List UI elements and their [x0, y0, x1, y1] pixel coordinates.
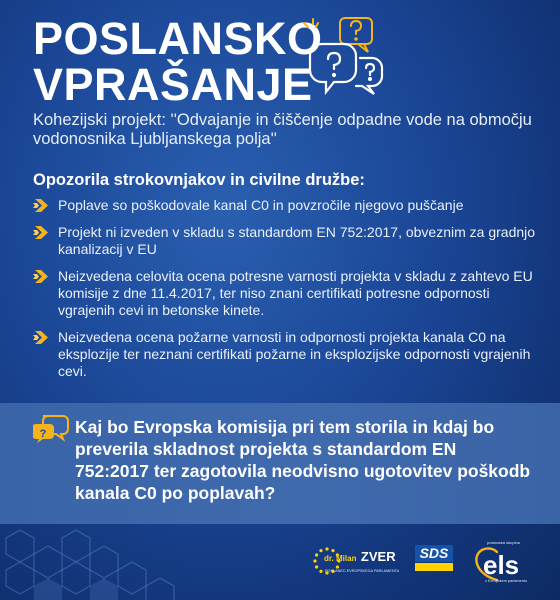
list-item [33, 268, 538, 319]
zver-last-name: ZVER [360, 549, 396, 564]
arrow-bullet-icon [33, 269, 49, 284]
zver-logo [312, 536, 408, 588]
title-line-1: POSLANSKO [33, 13, 323, 64]
els-bottom-text: v Evropskem parlamentu [485, 579, 527, 583]
els-wordmark: els [483, 550, 520, 580]
project-subtitle: Kohezijski projekt: ''Odvajanje in čiščenje odpadne vode na območju vodonosnika Ljubljanskega polja'' [33, 111, 532, 148]
question-text: Kaj bo Evropska komisija pri tem storila in kdaj bo preverila skladnost projekta s standardom EN 752:2017 ter zagotovila neodvisno ugotovitev poškodb kanala C0 po poplavah? [75, 417, 531, 503]
els-top-text: poslanska skupina [487, 540, 520, 545]
arrow-bullet-icon [33, 225, 49, 240]
list-item [33, 224, 538, 258]
list-item-text: Neizvedena ocena požarne varnosti in odpornosti projekta kanala C0 na eksplozije ter neznani certifikati požarne in eksplozijske odpornosti vgrajenih cevi. [58, 329, 531, 379]
list-item-text: Projekt ni izveden v skladu s standardom EN 752:2017, obveznim za gradnjo kanalizacij v EU [58, 224, 536, 257]
list-item [33, 197, 538, 214]
list-item-text: Poplave so poškodovale kanal C0 in povzročile njegovo puščanje [58, 197, 464, 213]
els-logo [465, 536, 550, 590]
hexagon-pattern [0, 520, 300, 600]
zver-first-name: dr. Milan [324, 554, 357, 563]
title-line-2: VPRAŠANJE [33, 59, 313, 110]
sds-logo [415, 545, 453, 573]
list-item-text: Neizvedena celovita ocena potresne varnosti projekta v skladu z zahtevo EU komisije z dne 11.4.2017, ter niso znani certifikati potresne odpornosti vgrajenih cevi in betonske kinete. [58, 268, 533, 318]
zver-subtitle: POSLANEC EVROPSKEGA PARLAMENTA [325, 569, 400, 573]
question-chat-icon [33, 414, 69, 444]
list-item [33, 329, 538, 380]
arrow-bullet-icon [33, 198, 49, 213]
sds-bar [415, 563, 453, 571]
svg-text:?: ? [39, 428, 47, 440]
page-title [33, 13, 323, 110]
sds-text: SDS [415, 545, 453, 562]
arrow-bullet-icon [33, 330, 49, 345]
warnings-list [33, 196, 538, 380]
zver-name [324, 548, 396, 566]
question-bubbles-icon [296, 14, 392, 104]
warnings-heading: Opozorila strokovnjakov in civilne družbe: [33, 171, 365, 189]
